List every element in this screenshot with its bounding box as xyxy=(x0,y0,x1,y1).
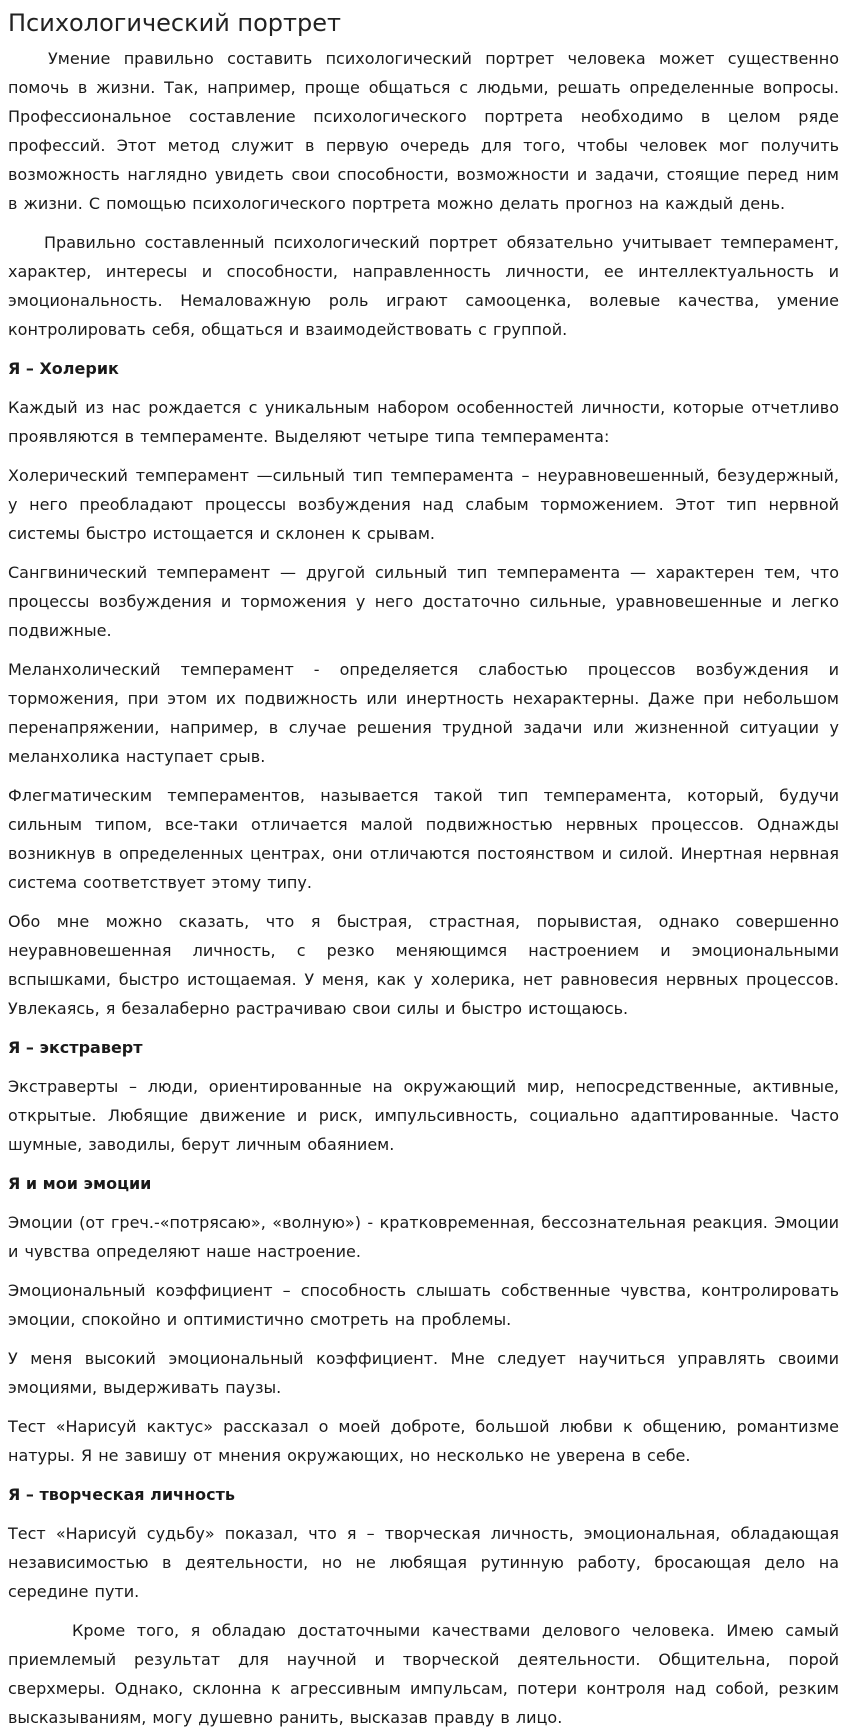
paragraph-phlegmatic: Флегматическим темпераментов, называется такой тип темперамента, который, будучи сильным типом, все-таки отличается малой подвижностью нервных процессов. Однажды возникнув в определенных центрах, они отличаются постоянством и силой. Инертная нервная система соответствует этому типу. xyxy=(8,786,839,892)
paragraph-choleric: Холерический темперамент —сильный тип темперамента – неуравновешенный, безудержный, у него преобладают процессы возбуждения над слабым торможением. Этот тип нервной системы быстро истощается и склонен к срывам. xyxy=(8,466,839,543)
paragraph-business-qualities: Кроме того, я обладаю достаточными качествами делового человека. Имею самый приемлемый результат для научной и творческой деятельности. Общительна, порой сверхмеры. Однако, склонна к агрессивным импульсам, потери контроля над собой, резким высказываниям, могу душевно ранить, высказав правду в лицо. xyxy=(8,1621,839,1727)
intro-paragraph-2: Правильно составленный психологический портрет обязательно учитывает темперамент, характер, интересы и способности, направленность личности, ее интеллектуальность и эмоциональность. Немаловажную роль играют самооценка, волевые качества, умение контролировать себя, общаться и взаимодействовать с группой. xyxy=(8,233,839,339)
paragraph-fate-test: Тест «Нарисуй судьбу» показал, что я – творческая личность, эмоциональная, обладающая независимостью в деятельности, но не любящая рутинную работу, бросающая дело на середине пути. xyxy=(8,1524,839,1601)
section-heading-emotions: Я и мои эмоции xyxy=(8,1174,152,1193)
paragraph-sanguine: Сангвинический темперамент — другой сильный тип темперамента — характерен тем, что процессы возбуждения и торможения у него достаточно сильные, уравновешенные и легко подвижные. xyxy=(8,563,839,640)
paragraph-temperament-intro: Каждый из нас рождается с уникальным набором особенностей личности, которые отчетливо проявляются в темпераменте. Выделяют четыре типа темперамента: xyxy=(8,398,839,446)
paragraph-about-me: Обо мне можно сказать, что я быстрая, страстная, порывистая, однако совершенно неуравновешенная личность, с резко меняющимся настроением и эмоциональными вспышками, быстро истощаемая. У меня, как у холерика, нет равновесия нервных процессов. Увлекаясь, я безалаберно растрачиваю свои силы и быстро истощаюсь. xyxy=(8,912,839,1018)
paragraph-emotions-definition: Эмоции (от греч.-«потрясаю», «волную») - кратковременная, бессознательная реакция. Эмоции и чувства определяют наше настроение. xyxy=(8,1213,839,1261)
paragraph-cactus-test: Тест «Нарисуй кактус» рассказал о моей доброте, большой любви к общению, романтизме натуры. Я не завишу от мнения окружающих, но несколько не уверена в себе. xyxy=(8,1417,839,1465)
paragraph-extraverts: Экстраверты – люди, ориентированные на окружающий мир, непосредственные, активные, открытые. Любящие движение и риск, импульсивность, социально адаптированные. Часто шумные, заводилы, берут личным обаянием. xyxy=(8,1077,839,1154)
page-title: Психологический портрет xyxy=(8,9,341,37)
section-heading-extravert: Я – экстраверт xyxy=(8,1038,143,1057)
intro-paragraph-1: Умение правильно составить психологический портрет человека может существенно помочь в жизни. Так, например, проще общаться с людьми, решать определенные вопросы. Профессиональное составление психологического портрета необходимо в целом ряде профессий. Этот метод служит в первую очередь для того, чтобы человек мог получить возможность наглядно увидеть свои способности, возможности и задачи, стоящие перед ним в жизни. С помощью психологического портрета можно делать прогноз на каждый день. xyxy=(8,49,839,213)
paragraph-emotional-coefficient: Эмоциональный коэффициент – способность слышать собственные чувства, контролировать эмоции, спокойно и оптимистично смотреть на проблемы. xyxy=(8,1281,839,1329)
section-heading-choleric: Я – Холерик xyxy=(8,359,119,378)
paragraph-my-coefficient: У меня высокий эмоциональный коэффициент. Мне следует научиться управлять своими эмоциями, выдерживать паузы. xyxy=(8,1349,839,1397)
paragraph-melancholic: Меланхолический темперамент - определяется слабостью процессов возбуждения и торможения, при этом их подвижность или инертность нехарактерны. Даже при небольшом перенапряжении, например, в случае решения трудной задачи или жизненной ситуации у меланхолика наступает срыв. xyxy=(8,660,839,766)
section-heading-creative: Я – творческая личность xyxy=(8,1485,235,1504)
